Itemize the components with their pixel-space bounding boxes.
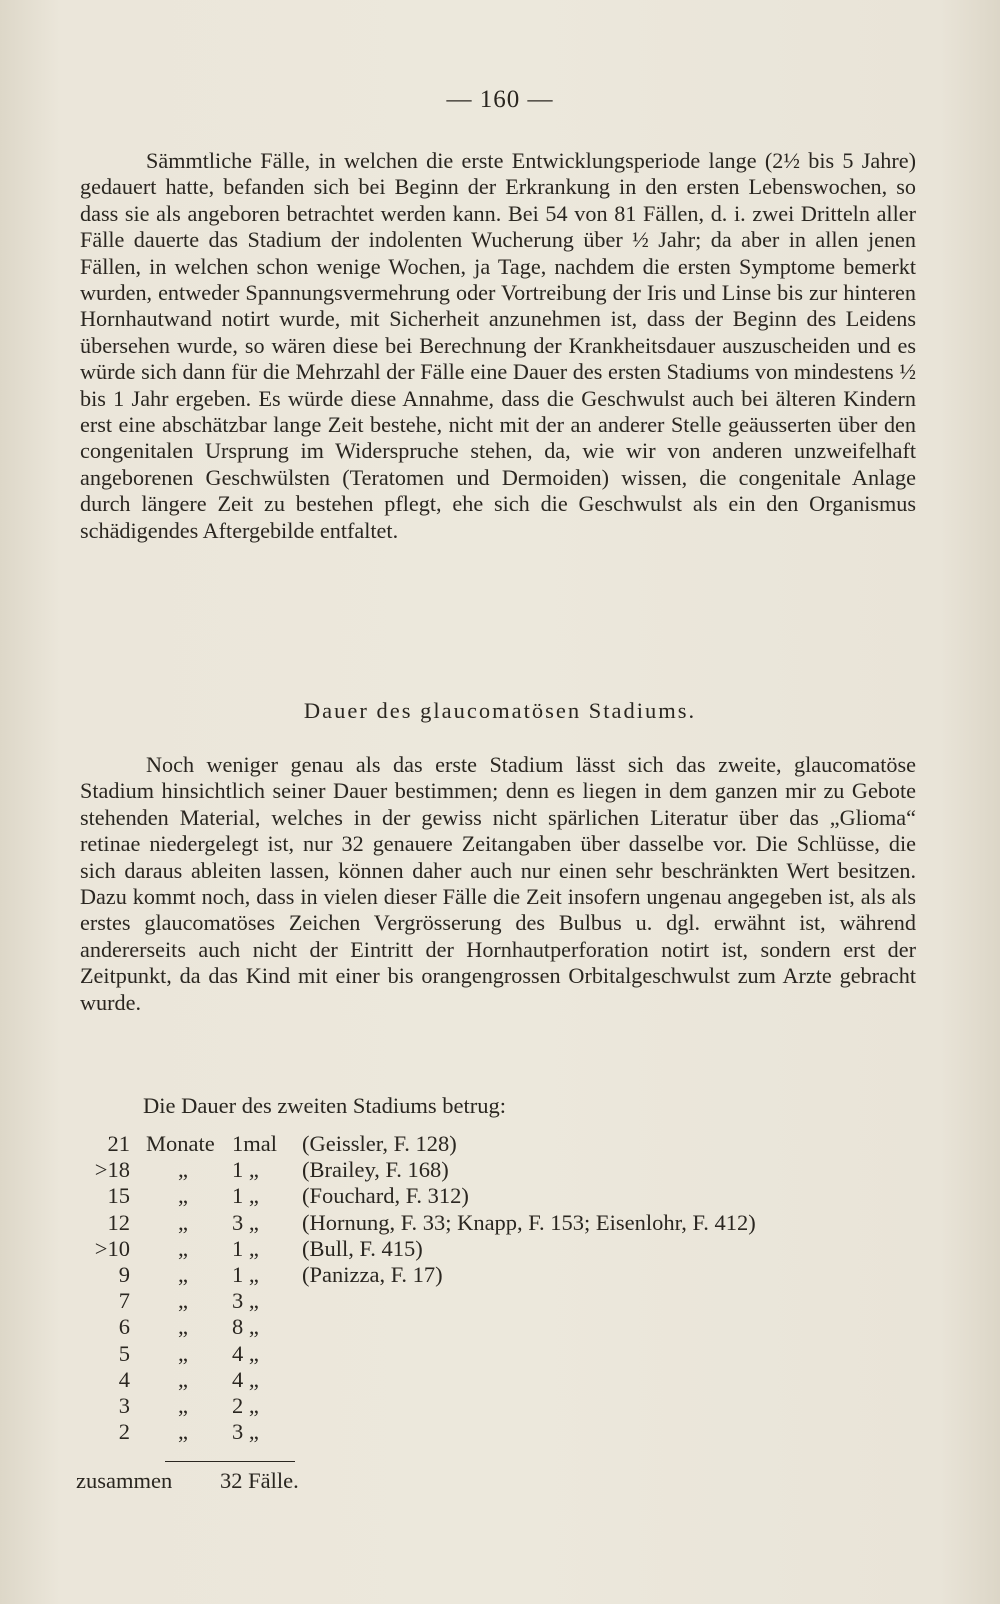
- duration-unit: „: [178, 1366, 188, 1392]
- case-count: 1mal: [232, 1131, 277, 1156]
- duration-value: >10: [94, 1235, 130, 1261]
- duration-unit: „: [178, 1340, 188, 1366]
- total-row: [76, 1468, 299, 1494]
- duration-unit: „: [178, 1314, 188, 1340]
- total-label: zusammen: [76, 1468, 173, 1493]
- case-source: (Panizza, F. 17): [302, 1261, 443, 1287]
- duration-unit: „: [178, 1209, 188, 1235]
- duration-value: 4: [118, 1366, 130, 1392]
- duration-unit: „: [178, 1288, 188, 1314]
- case-source: (Brailey, F. 168): [302, 1157, 449, 1183]
- duration-value: 3: [118, 1392, 130, 1418]
- case-count: 1 „: [232, 1157, 259, 1183]
- duration-value: 12: [107, 1209, 130, 1235]
- case-count: 1 „: [232, 1183, 259, 1209]
- case-count: 3 „: [232, 1288, 259, 1314]
- case-count: 4 „: [232, 1340, 259, 1366]
- case-count: 3 „: [232, 1419, 259, 1445]
- case-count: 2 „: [232, 1392, 259, 1418]
- case-source: (Hornung, F. 33; Knapp, F. 153; Eisenlohr, F. 412): [302, 1209, 756, 1235]
- case-count: 4 „: [232, 1366, 259, 1392]
- duration-unit: Monate: [146, 1131, 215, 1156]
- case-source: (Geissler, F. 128): [302, 1131, 457, 1156]
- section-heading: Dauer des glaucomatösen Stadiums.: [303, 698, 697, 723]
- duration-value: 15: [107, 1183, 130, 1209]
- duration-value: 6: [118, 1314, 130, 1340]
- duration-value: >18: [94, 1157, 130, 1183]
- case-count: 3 „: [232, 1209, 259, 1235]
- paragraph-glaucomatous-stage: [80, 752, 916, 1016]
- duration-unit: „: [178, 1235, 188, 1261]
- page-number: — 160 —: [446, 86, 554, 113]
- case-source: (Bull, F. 415): [302, 1235, 423, 1261]
- case-count: 8 „: [232, 1314, 259, 1340]
- duration-unit: „: [178, 1392, 188, 1418]
- duration-value: 2: [118, 1419, 130, 1445]
- paragraph-text: Noch weniger genau als das erste Stadium lässt sich das zweite, glaucomatöse Stadium hinsichtlich seiner Dauer bestimmen; denn es liegen in dem ganzen mir zu Gebote stehenden Material, welches in der gewiss nicht spärlichen Literatur über das „Glioma“ retinae niedergelegt ist, nur 32 genauere Zeitangaben über dasselbe vor. Die Schlüsse, die sich daraus ableiten lassen, können daher auch nur einen sehr beschränkten Wert besitzen. Dazu kommt noch, dass in vielen dieser Fälle die Zeit insofern ungenau angegeben ist, als als erstes glaucomatöses Zeichen Vergrösserung des Bulbus u. dgl. erwähnt ist, während andererseits auch nicht der Eintritt der Hornhautperforation notirt ist, sondern erst der Zeitpunkt, da das Kind mit einer bis orangengrossen Orbitalgeschwulst zum Arzte gebracht wurde.: [80, 752, 916, 1015]
- sum-rule: [165, 1461, 295, 1462]
- paragraph-text: Sämmtliche Fälle, in welchen die erste Entwicklungsperiode lange (2½ bis 5 Jahre) gedauert hatte, befanden sich bei Beginn der Erkrankung in den ersten Lebenswochen, so dass sie als angeboren betrachtet werden kann. Bei 54 von 81 Fällen, d. i. zwei Dritteln aller Fälle dauerte das Stadium der indolenten Wucherung über ½ Jahr; da aber in allen jenen Fällen, in welchen schon wenige Wochen, ja Tage, nachdem die ersten Symptome bemerkt wurden, entweder Spannungsvermehrung oder Vortreibung der Iris und Linse bis zur hinteren Hornhautwand notirt wurde, mit Sicherheit anzunehmen ist, dass der Beginn des Leidens übersehen wurde, so wären diese bei Berechnung der Krankheitsdauer auszuscheiden und es würde sich dann für die Mehrzahl der Fälle eine Dauer des ersten Stadiums von mindestens ½ bis 1 Jahr ergeben. Es würde diese Annahme, dass die Geschwulst auch bei älteren Kindern erst eine abschätzbar lange Zeit bestehe, nicht mit der an anderer Stelle geäusserten über den congenitalen Ursprung im Widerspruche stehen, da, wie wir von anderen unzweifelhaft angeborenen Geschwülsten (Teratomen und Dermoiden) wissen, die congenitale Anlage durch längere Zeit zu bestehen pflegt, ehe sich die Geschwulst als ein den Organismus schädigendes Aftergebilde entfaltet.: [80, 148, 916, 543]
- case-count: 1 „: [232, 1235, 259, 1261]
- table-intro: Die Dauer des zweiten Stadiums betrug:: [143, 1093, 507, 1118]
- duration-unit: „: [178, 1261, 188, 1287]
- duration-unit: „: [178, 1183, 188, 1209]
- duration-unit: „: [178, 1419, 188, 1445]
- duration-value: 9: [118, 1261, 130, 1287]
- paragraph-first-stage: [80, 148, 916, 544]
- duration-value: 7: [118, 1288, 130, 1314]
- case-count: 1 „: [232, 1261, 259, 1287]
- duration-value: 21: [107, 1131, 130, 1156]
- case-source: (Fouchard, F. 312): [302, 1183, 469, 1209]
- total-value: 32 Fälle.: [220, 1468, 299, 1493]
- duration-value: 5: [118, 1340, 130, 1366]
- duration-unit: „: [178, 1157, 188, 1183]
